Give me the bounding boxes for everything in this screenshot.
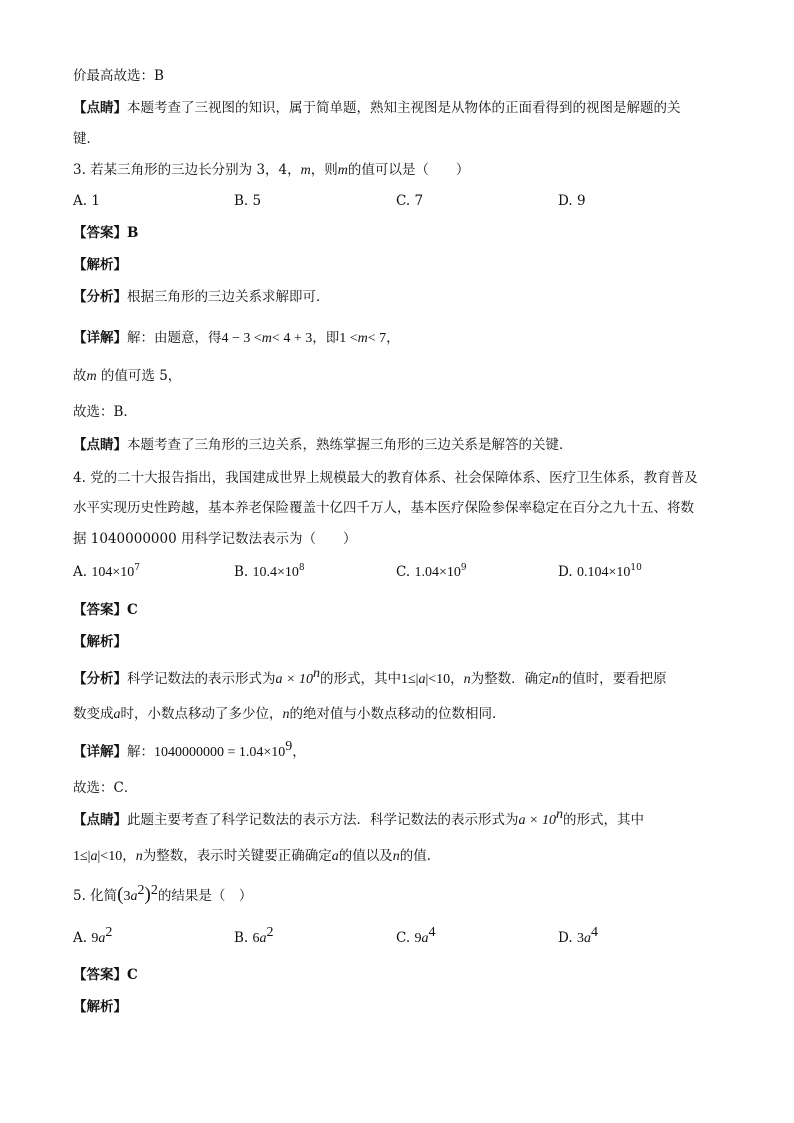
comment-line [73, 807, 644, 830]
option-exponent: 2 [105, 925, 113, 940]
math-exponent: 9 [285, 739, 293, 754]
math-expr: a × 10 [518, 813, 556, 828]
q5-option-c [396, 925, 436, 948]
section-tag: 【点睛】 [73, 437, 127, 453]
math-var: m [261, 331, 272, 346]
answer-line: 【答案】C [73, 967, 138, 983]
option-value: 10.4×10 [252, 565, 299, 580]
section-tag: 【点睛】 [73, 812, 127, 828]
section-text: 为整数．确定 [470, 671, 552, 687]
option-coef: 9 [414, 931, 422, 946]
math-expr: |<10 [425, 672, 451, 687]
question-4-stem: 4. 党的二十大报告指出，我国建成世界上规模最大的教育体系、社会保障体系、医疗卫生体系，教育普及 [73, 470, 698, 486]
option-exponent: 4 [590, 925, 598, 940]
text: 的值可选 5， [96, 368, 182, 384]
math-expr: < 7 [367, 331, 387, 346]
analysis-heading: 【解析】 [73, 257, 127, 273]
section-text: 科学记数法的表示形式为 [127, 671, 276, 687]
analysis-line [73, 705, 506, 724]
detail-line [73, 739, 306, 762]
math-var: a [90, 849, 98, 864]
math-var: m [86, 369, 97, 384]
section-text: ， [386, 330, 400, 346]
detail-line [73, 329, 400, 348]
q3-option-d [558, 192, 586, 210]
option-letter: B. [234, 564, 253, 580]
section-text: 为整数，表示时关键要正确确定 [142, 848, 332, 864]
math-expr: 1 < [339, 331, 358, 346]
math-expr: 1040000000 = 1.04×10 [154, 745, 286, 760]
section-text: 解： [127, 744, 154, 760]
analysis-heading: 【解析】 [73, 634, 127, 650]
question-4-stem: 水平实现历史性跨越，基本养老保险覆盖十亿四千万人，基本医疗保险参保率稳定在百分之九十五、将数 [73, 500, 694, 516]
option-letter: D. [558, 930, 577, 946]
option-coef: 9 [91, 931, 99, 946]
section-text: 的值以及 [338, 848, 393, 864]
section-text: ， [292, 744, 306, 760]
analysis-heading: 【解析】 [73, 999, 127, 1015]
math-var: a [113, 707, 121, 722]
section-text: 此题主要考查了科学记数法的表示方法．科学记数法的表示形式为 [127, 812, 519, 828]
section-text: 的绝对值与小数点移动的位数相同． [289, 706, 506, 722]
math-exponent: 2 [150, 883, 158, 898]
option-value: 104×10 [91, 565, 135, 580]
option-exponent: 8 [298, 563, 305, 573]
option-letter: A. [73, 193, 92, 209]
option-letter: A. [73, 564, 92, 580]
option-var: a [583, 931, 591, 946]
option-exponent: 2 [266, 925, 274, 940]
math-num: 3 [123, 889, 131, 904]
option-exponent: 10 [630, 563, 642, 573]
q4-option-b [234, 563, 305, 582]
answer-line: 【答案】C [73, 602, 138, 618]
text-line: 故选：C． [73, 780, 138, 796]
q3-option-b [234, 192, 261, 210]
math-paren: ( [117, 884, 124, 905]
math-expr: 4 − 3 < [221, 331, 262, 346]
option-coef: 3 [576, 931, 584, 946]
analysis-line [73, 288, 330, 306]
section-text: ， [122, 848, 136, 864]
section-text: ，即 [312, 330, 340, 346]
q5-option-d [558, 925, 598, 948]
stem-text: 的结果是（ ） [157, 888, 253, 904]
q3-option-a [73, 192, 100, 210]
section-tag: 【分析】 [73, 671, 127, 687]
section-text: 解：由题意，得 [127, 330, 222, 346]
math-var: m [357, 331, 368, 346]
answer-line: 【答案】B [73, 225, 139, 241]
option-letter: B. [234, 193, 253, 209]
section-text: 的形式，其中 [319, 671, 401, 687]
text-line: 价最高故选：B [73, 68, 164, 84]
math-expr: 1≤| [400, 672, 419, 687]
math-var: n [463, 672, 471, 687]
math-var: n [135, 849, 143, 864]
option-value: 9 [576, 193, 586, 209]
math-expr: 1≤| [73, 849, 91, 864]
option-letter: C. [396, 930, 415, 946]
stem-text: 5. 化简 [73, 888, 118, 904]
math-var: m [300, 163, 311, 178]
math-exponent: n [555, 807, 563, 822]
text-line: 键． [73, 131, 100, 147]
section-text: 的值． [399, 848, 441, 864]
option-value: 1 [91, 193, 100, 209]
section-text: 时，小数点移动了多少位， [120, 706, 283, 722]
analysis-line [73, 666, 667, 689]
option-value: 7 [414, 193, 424, 209]
option-value: 1.04×10 [414, 565, 461, 580]
option-letter: B. [234, 930, 253, 946]
stem-text: 的值可以是（ ） [347, 162, 470, 178]
q3-option-c [396, 192, 423, 210]
option-letter: C. [396, 564, 415, 580]
q4-option-d [558, 563, 642, 582]
option-letter: D. [558, 564, 577, 580]
comment-line [73, 847, 440, 866]
math-var: a [418, 672, 426, 687]
stem-text: ，则 [310, 162, 338, 178]
math-var: n [392, 849, 400, 864]
text-line: 故选：B． [73, 404, 137, 420]
section-tag: 【详解】 [73, 330, 127, 346]
math-var: m [337, 163, 348, 178]
math-var: n [551, 672, 559, 687]
section-text: 数变成 [73, 706, 114, 722]
option-exponent: 4 [428, 925, 436, 940]
comment-line [73, 436, 573, 454]
section-text: 本题考查了三角形的三边关系，熟练掌握三角形的三边关系是解答的关键． [127, 437, 573, 453]
section-text: ， [450, 671, 464, 687]
section-tag: 【详解】 [73, 744, 127, 760]
q4-option-a [73, 563, 140, 582]
section-text: 根据三角形的三边关系求解即可． [127, 289, 330, 305]
section-tag: 【点睛】 [73, 100, 127, 116]
text-line [73, 367, 181, 386]
stem-text: 3. 若某三角形的三边长分别为 3，4， [73, 162, 301, 178]
math-exponent: 2 [137, 883, 145, 898]
option-value: 0.104×10 [576, 565, 631, 580]
option-letter: D. [558, 193, 577, 209]
option-var: a [98, 931, 106, 946]
option-coef: 6 [252, 931, 260, 946]
section-text: 的形式，其中 [562, 812, 644, 828]
question-4-stem: 据 1040000000 用科学记数法表示为（ ） [73, 531, 357, 547]
math-expr: a × 10 [275, 672, 313, 687]
option-exponent: 9 [460, 563, 467, 573]
comment-line [73, 99, 681, 117]
math-expr: |<10 [97, 849, 123, 864]
option-letter: A. [73, 930, 92, 946]
math-var: a [331, 849, 339, 864]
option-letter: C. [396, 193, 415, 209]
option-exponent: 7 [134, 563, 140, 573]
math-var: a [130, 889, 138, 904]
section-tag: 【分析】 [73, 289, 127, 305]
math-var: n [282, 707, 290, 722]
question-3-stem [73, 161, 469, 180]
option-value: 5 [252, 193, 262, 209]
math-expr: < 4 + 3 [271, 331, 313, 346]
section-text: 的值时，要看把原 [558, 671, 667, 687]
option-var: a [259, 931, 267, 946]
math-exponent: n [312, 666, 320, 681]
question-5-stem [73, 883, 253, 906]
q4-option-c [396, 563, 467, 582]
q5-option-b [234, 925, 274, 948]
option-var: a [421, 931, 429, 946]
section-text: 本题考查了三视图的知识，属于简单题，熟知主视图是从物体的正面看得到的视图是解题的关 [127, 100, 681, 116]
text: 故 [73, 368, 87, 384]
math-paren: ) [144, 884, 151, 905]
q5-option-a [73, 925, 113, 948]
